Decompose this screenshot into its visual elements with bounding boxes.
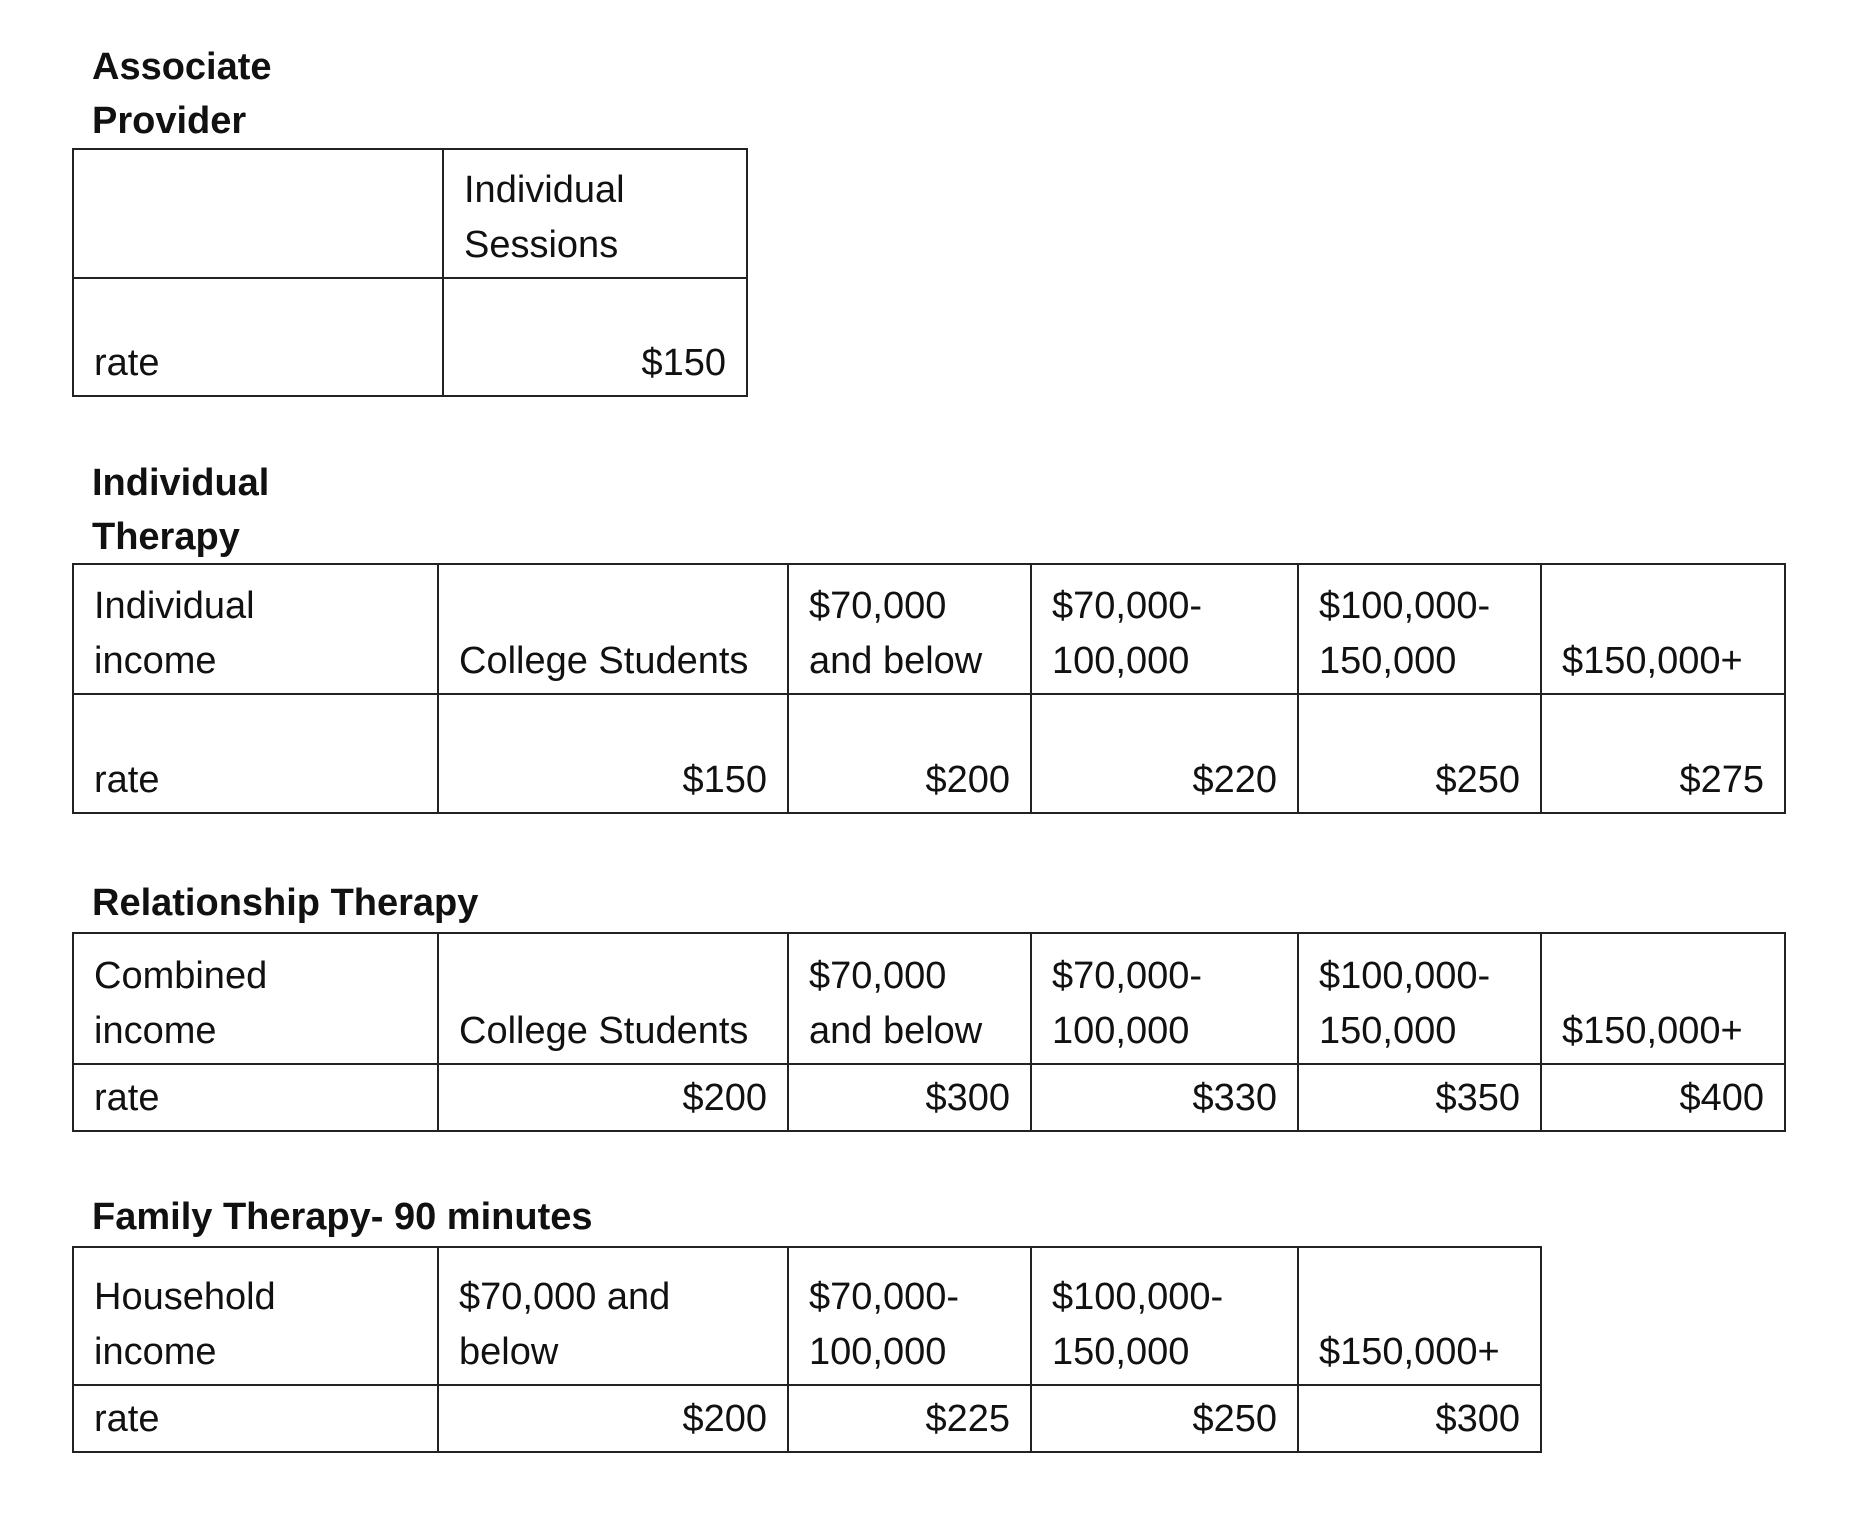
rate-cell: $275: [1541, 694, 1785, 813]
rate-row: [73, 1064, 1785, 1131]
rate-label: rate: [73, 278, 443, 396]
individual-therapy-title: Individual Therapy: [92, 462, 270, 558]
header-cell-70k-100k: $70,000- 100,000: [1031, 933, 1298, 1064]
header-cell-income: Household income: [73, 1247, 438, 1385]
rate-label: rate: [73, 1064, 438, 1131]
header-cell-100k-150k: $100,000- 150,000: [1298, 933, 1541, 1064]
header-cell-150k-plus: $150,000+: [1541, 564, 1785, 694]
rate-cell: $200: [438, 1064, 788, 1131]
table-header-row: [73, 564, 1785, 694]
family-therapy-table: [72, 1246, 1542, 1453]
rate-cell: $300: [1298, 1385, 1541, 1452]
rate-label: rate: [73, 694, 438, 813]
table-header-row: [73, 149, 747, 278]
header-cell-college-students: College Students: [438, 564, 788, 694]
rate-label: rate: [73, 1385, 438, 1452]
rate-cell: $200: [788, 694, 1031, 813]
individual-therapy-table: [72, 563, 1786, 814]
table-header-row: [73, 1247, 1541, 1385]
associate-provider-title: Associate Provider: [92, 46, 272, 142]
rate-cell: $350: [1298, 1064, 1541, 1131]
relationship-therapy-title: Relationship Therapy: [92, 882, 479, 924]
header-cell-150k-plus: $150,000+: [1298, 1247, 1541, 1385]
header-cell-70k-100k: $70,000- 100,000: [1031, 564, 1298, 694]
header-cell-100k-150k: $100,000- 150,000: [1031, 1247, 1298, 1385]
rate-row: [73, 1385, 1541, 1452]
header-cell-individual-sessions: Individual Sessions: [443, 149, 747, 278]
rate-cell: $225: [788, 1385, 1031, 1452]
rate-cell: $300: [788, 1064, 1031, 1131]
associate-provider-table: [72, 148, 748, 397]
rate-cell: $150: [438, 694, 788, 813]
rate-row: [73, 694, 1785, 813]
rate-cell: $250: [1031, 1385, 1298, 1452]
header-cell-150k-plus: $150,000+: [1541, 933, 1785, 1064]
rate-cell: $200: [438, 1385, 788, 1452]
header-cell-70k-below: $70,000 and below: [788, 933, 1031, 1064]
rate-row: [73, 278, 747, 396]
rate-cell: $400: [1541, 1064, 1785, 1131]
header-cell-100k-150k: $100,000- 150,000: [1298, 564, 1541, 694]
rate-cell: $150: [443, 278, 747, 396]
header-cell-70k-100k: $70,000- 100,000: [788, 1247, 1031, 1385]
family-therapy-title: Family Therapy- 90 minutes: [92, 1196, 593, 1238]
header-cell-income: Individual income: [73, 564, 438, 694]
table-header-row: [73, 933, 1785, 1064]
relationship-therapy-table: [72, 932, 1786, 1132]
rate-cell: $330: [1031, 1064, 1298, 1131]
header-cell-college-students: College Students: [438, 933, 788, 1064]
header-cell-70k-below: $70,000 and below: [438, 1247, 788, 1385]
header-cell-empty: [73, 149, 443, 278]
header-cell-income: Combined income: [73, 933, 438, 1064]
rate-cell: $250: [1298, 694, 1541, 813]
rate-cell: $220: [1031, 694, 1298, 813]
header-cell-70k-below: $70,000 and below: [788, 564, 1031, 694]
